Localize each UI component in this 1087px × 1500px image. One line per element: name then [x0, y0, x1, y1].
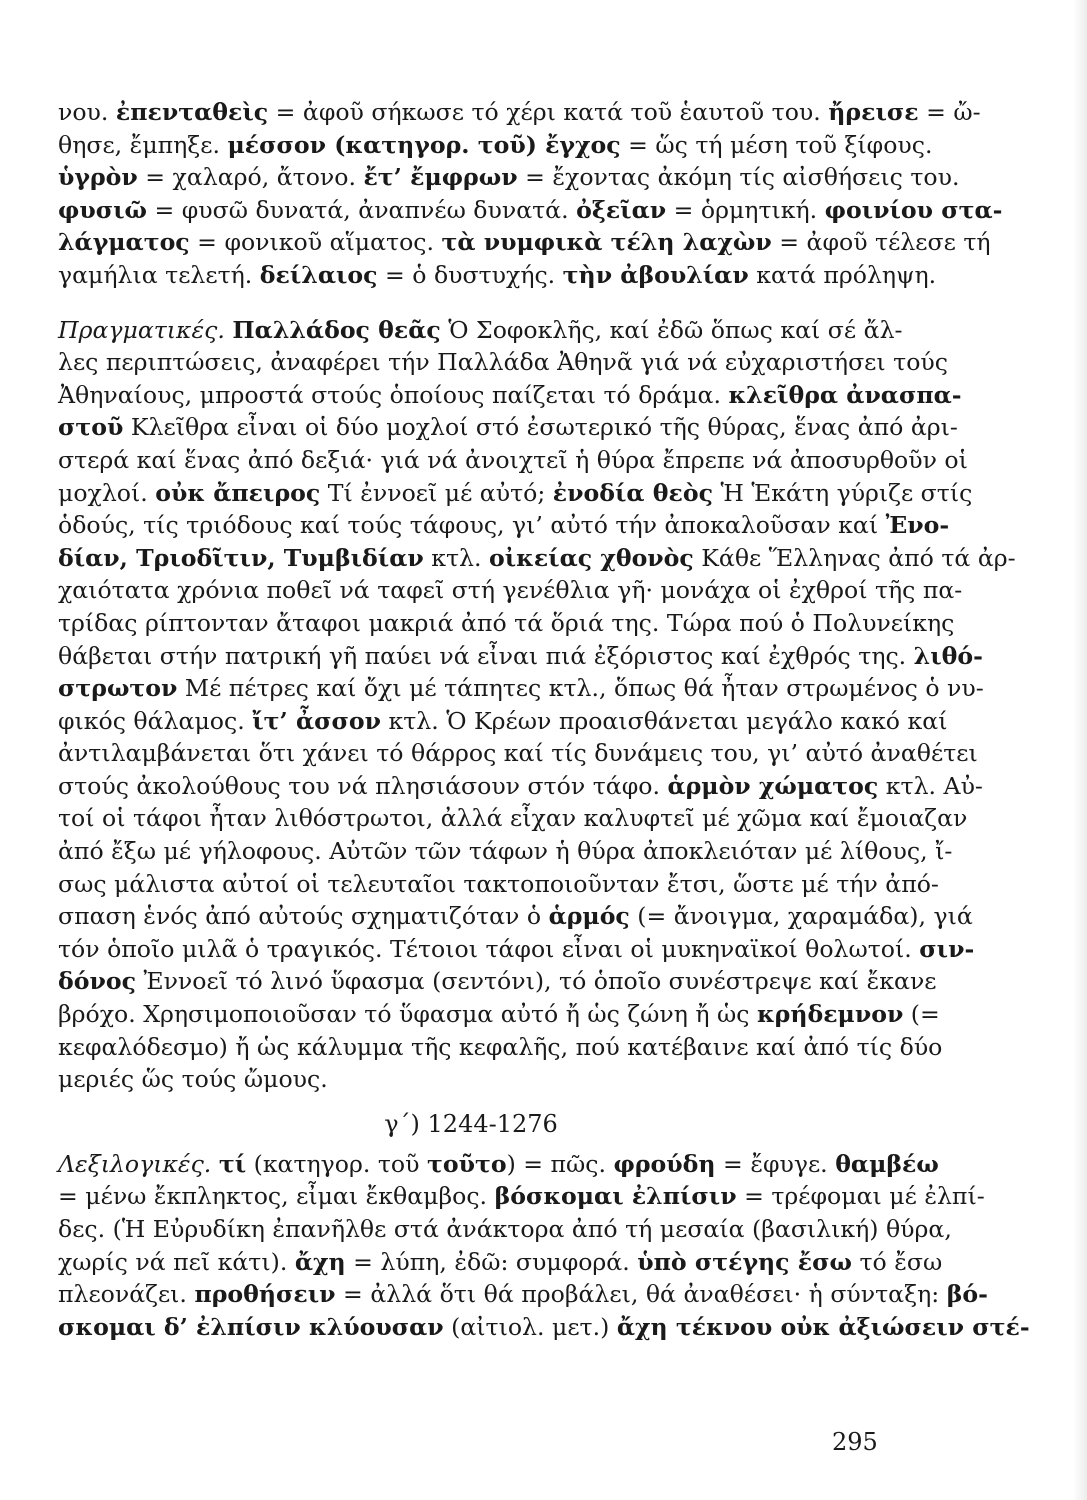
paragraph-lexical-notes-1: [58, 96, 1003, 292]
book-page-text: [58, 96, 1030, 1343]
text-line: στοῦ Κλεῖθρα εἶναι οἱ δύο μοχλοί στό ἐσωτερικό τῆς θύρας, ἕνας ἀπό ἀρι-: [58, 413, 958, 442]
text-line: δες. (Ἡ Εὐρυδίκη ἐπανῆλθε στά ἀνάκτορα ἀπό τή μεσαία (βασιλική) θύρα,: [58, 1215, 952, 1243]
text-line: λες περιπτώσεις, ἀναφέρει τήν Παλλάδα Ἀθηνᾶ γιά νά εὐχαριστήσει τούς: [58, 348, 948, 377]
text-line: τόν ὁποῖο μιλᾶ ὁ τραγικός. Τέτοιοι τάφοι εἶναι οἱ μυκηναϊκοί θολωτοί. σιν-: [58, 934, 975, 963]
text-line: στρωτον Μέ πέτρες καί ὄχι μέ τάπητες κτλ., ὅπως θά ἦταν στρωμένος ὁ νυ-: [58, 674, 984, 703]
text-line: κεφαλόδεσμο) ἤ ὡς κάλυμμα τῆς κεφαλῆς, πού κατέβαινε καί ἀπό τίς δύο: [58, 1032, 943, 1061]
page-number: 295: [832, 1428, 878, 1456]
text-line: ὑγρὸν = χαλαρό, ἄτονο. ἔτ’ ἔμφρων = ἔχοντας ἀκόμη τίς αἰσθήσεις του.: [58, 163, 960, 192]
text-line: πλεονάζει. προθήσειν = ἀλλά ὅτι θά προβάλει, θά ἀναθέσει· ἡ σύνταξη: βό-: [58, 1280, 988, 1309]
text-line: ἀπό ἔξω μέ γήλοφους. Αὐτῶν τῶν τάφων ἡ θύρα ἀποκλειόταν μέ λίθους, ἴ-: [58, 837, 953, 866]
text-line: σκομαι δ’ ἐλπίσιν κλύουσαν (αἰτιολ. μετ.) ἄχη τέκνου οὐκ ἀξιώσειν στέ-: [58, 1312, 1030, 1341]
text-line: Πραγματικές. Παλλάδος θεᾶς Ὁ Σοφοκλῆς, καί ἐδῶ ὅπως καί σέ ἄλ-: [58, 315, 903, 344]
text-line: θησε, ἔμπηξε. μέσσον (κατηγορ. τοῦ) ἔγχος = ὥς τή μέση τοῦ ξίφους.: [58, 130, 933, 159]
text-line: δόνος Ἐννοεῖ τό λινό ὕφασμα (σεντόνι), τό ὁποῖο συνέστρεψε καί ἔκανε: [58, 967, 937, 996]
text-line: σπαση ἑνός ἀπό αὐτούς σχηματιζόταν ὁ ἁρμός (= ἄνοιγμα, χαραμάδα), γιά: [58, 902, 973, 931]
text-line: χαιότατα χρόνια ποθεῖ νά ταφεῖ στή γενέθλια γῆ· μονάχα οἱ ἐχθροί τῆς πα-: [58, 576, 963, 605]
text-line: Ἀθηναίους, μπροστά στούς ὁποίους παίζεται τό δράμα. κλεῖθρα ἀνασπα-: [58, 380, 962, 409]
paragraph-lexical-notes-2: [58, 1148, 1030, 1344]
text-line: βρόχο. Χρησιμοποιοῦσαν τό ὕφασμα αὐτό ἤ ὡς ζώνη ἤ ὡς κρήδεμνον (=: [58, 1000, 940, 1029]
text-line: μοχλοί. οὐκ ἄπειρος Τί ἐννοεῖ μέ αὐτό; ἐνοδία θεὸς Ἡ Ἑκάτη γύριζε στίς: [58, 478, 973, 507]
text-line: φικός θάλαμος. ἴτ’ ἆσσον κτλ. Ὁ Κρέων προαισθάνεται μεγάλο κακό καί: [58, 706, 948, 735]
text-line: λάγματος = φονικοῦ αἵματος. τὰ νυμφικὰ τέλη λαχὼν = ἀφοῦ τέλεσε τή: [58, 228, 991, 257]
text-line: φυσιῶ = φυσῶ δυνατά, ἀναπνέω δυνατά. ὀξεῖαν = ὁρμητική. φοινίου στα-: [58, 195, 1003, 224]
text-line: ἀντιλαμβάνεται ὅτι χάνει τό θάρρος καί τίς δυνάμεις του, γι’ αὐτό ἀναθέτει: [58, 739, 978, 768]
text-line: δίαν, Τριοδῖτιν, Τυμβιδίαν κτλ. οἰκείας χθονὸς Κάθε Ἕλληνας ἀπό τά ἀρ-: [58, 543, 1016, 572]
text-line: σως μάλιστα αὐτοί οἱ τελευταῖοι τακτοποιοῦνταν ἔτσι, ὥστε μέ τήν ἀπό-: [58, 869, 939, 898]
text-line: θάβεται στήν πατρική γῆ παύει νά εἶναι πιά ἐξόριστος καί ἐχθρός της. λιθό-: [58, 641, 983, 670]
text-line: Λεξιλογικές. τί (κατηγορ. τοῦ τοῦτο) = πῶς. φρούδη = ἔφυγε. θαμβέω: [58, 1149, 939, 1178]
section-heading: γ΄) 1244-1276: [384, 1109, 558, 1138]
text-line: μεριές ὥς τούς ὤμους.: [58, 1065, 328, 1094]
text-line: τρίδας ρίπτονταν ἄταφοι μακριά ἀπό τά ὅριά της. Τώρα πού ὁ Πολυνείκης: [58, 608, 955, 637]
paragraph-factual-notes: [58, 314, 1016, 1096]
text-line: γαμήλια τελετή. δείλαιος = ὁ δυστυχής. τὴν ἀβουλίαν κατά πρόληψη.: [58, 260, 937, 289]
page-edge-shadow: [1073, 0, 1087, 1500]
text-line: νου. ἐπενταθεὶς = ἀφοῦ σήκωσε τό χέρι κατά τοῦ ἑαυτοῦ του. ἤρεισε = ὤ-: [58, 98, 981, 126]
text-line: χωρίς νά πεῖ κάτι). ἄχη = λύπη, ἐδῶ: συμφορά. ὑπὸ στέγης ἔσω τό ἔσω: [58, 1247, 943, 1276]
text-line: στερά καί ἕνας ἀπό δεξιά· γιά νά ἀνοιχτεῖ ἡ θύρα ἔπρεπε νά ἀποσυρθοῦν οἱ: [58, 445, 968, 474]
text-line: στούς ἀκολούθους του νά πλησιάσουν στόν τάφο. ἁρμὸν χώματος κτλ. Αὐ-: [58, 771, 983, 800]
text-line: τοί οἱ τάφοι ἦταν λιθόστρωτοι, ἀλλά εἶχαν καλυφτεῖ μέ χῶμα καί ἔμοιαζαν: [58, 804, 968, 833]
text-line: = μένω ἔκπληκτος, εἶμαι ἔκθαμβος. βόσκομαι ἐλπίσιν = τρέφομαι μέ ἐλπί-: [58, 1182, 985, 1211]
text-line: ὁδούς, τίς τριόδους καί τούς τάφους, γι’ αὐτό τήν ἀποκαλοῦσαν καί Ἐνο-: [58, 511, 950, 540]
